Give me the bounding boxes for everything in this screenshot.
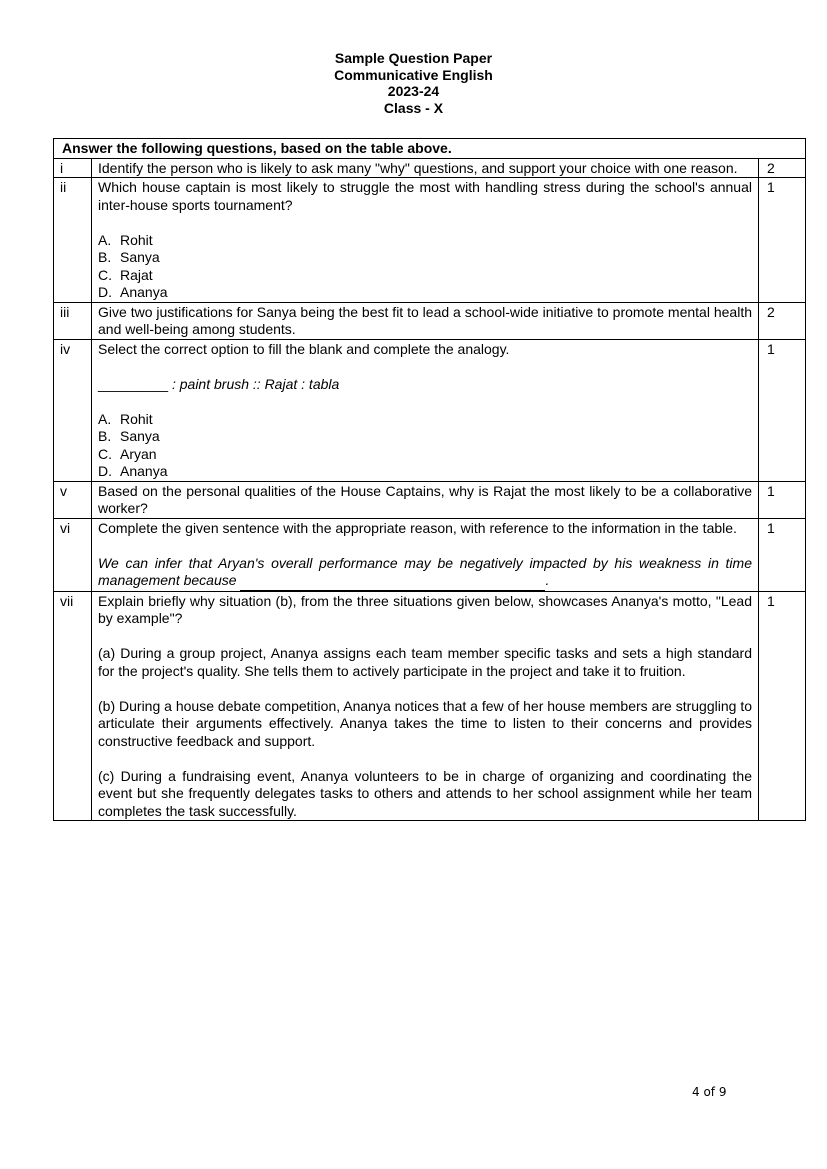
page-number: 4 of 9 [692,1085,727,1099]
question-row-ii [54,178,806,303]
header-year: 2023-24 [387,83,440,99]
question-text: Give two justifications for Sanya being the best fit to lead a school-wide initiative to promote mental health and well-being among students. [92,302,759,339]
question-marks: 2 [759,302,806,339]
situation-a: (a) During a group project, Ananya assigns each team member specific tasks and sets a high standard for the project's quality. She tells them to actively participate in the project and take it to fruition. [98,645,752,679]
header-title: Sample Question Paper [334,50,493,66]
question-body [92,518,759,591]
question-row-vii [54,591,806,821]
analogy [98,376,752,394]
option: A. Rohit [98,231,153,248]
option: A. Rohit [98,410,153,427]
question-number: iii [54,302,92,339]
question-body [92,591,759,821]
question-number: vii [54,591,92,821]
question-row-v [54,481,806,518]
question-text: Complete the given sentence with the appropriate reason, with reference to the information in the table. [98,519,737,536]
question-number: vi [54,518,92,591]
question-marks: 1 [759,481,806,518]
paper-header [0,50,827,116]
question-text: Which house captain is most likely to struggle the most with handling stress during the school's annual inter-house sports tournament? [98,179,752,213]
answer-blank [240,572,545,591]
option: B. Sanya [98,428,160,444]
question-marks: 2 [759,158,806,178]
situation-b: (b) During a house debate competition, Ananya notices that a few of her house members are struggling to articulate their arguments effectively. Ananya takes the time to listen to their concerns and provides constructive feedback and support. [98,697,752,749]
question-marks: 1 [759,518,806,591]
question-row-iv [54,339,806,481]
question-row-i [54,158,806,178]
option: D. Ananya [98,284,168,300]
analogy-blank: _________ [98,375,169,392]
option: C. Aryan [98,445,157,462]
question-number: ii [54,178,92,303]
question-number: i [54,158,92,178]
completion-sentence: We can infer that Aryan's overall performance may be negatively impacted by his weakness in time management because . [98,555,752,591]
header-class: Class - X [383,99,444,116]
instruction-text: Answer the following questions, based on the table above. [54,139,806,159]
question-text: Based on the personal qualities of the House Captains, why is Rajat the most likely to be a collaborative worker? [92,481,759,518]
question-text: Explain briefly why situation (b), from the three situations given below, showcases Ananya's motto, "Lead by example"? [98,592,752,626]
question-number: v [54,481,92,518]
question-row-vi [54,518,806,591]
question-body [92,339,759,481]
instruction-row [54,139,806,159]
analogy-text: : paint brush :: Rajat : tabla [168,375,340,392]
question-row-iii [54,302,806,339]
question-marks: 1 [759,178,806,303]
question-body [92,178,759,303]
option: D. Ananya [98,463,168,479]
situation-c: (c) During a fundraising event, Ananya volunteers to be in charge of organizing and coordinating the event but she frequently delegates tasks to others and attends to her school assignment while her team completes the task successfully. [98,767,752,819]
question-marks: 1 [759,591,806,821]
question-table [53,138,806,821]
question-text: Select the correct option to fill the blank and complete the analogy. [98,340,510,357]
question-text: Identify the person who is likely to ask many "why" questions, and support your choice with one reason. [92,158,759,178]
option: B. Sanya [98,249,160,265]
question-number: iv [54,339,92,481]
option: C. Rajat [98,266,153,283]
question-marks: 1 [759,339,806,481]
header-subject: Communicative English [334,66,493,83]
